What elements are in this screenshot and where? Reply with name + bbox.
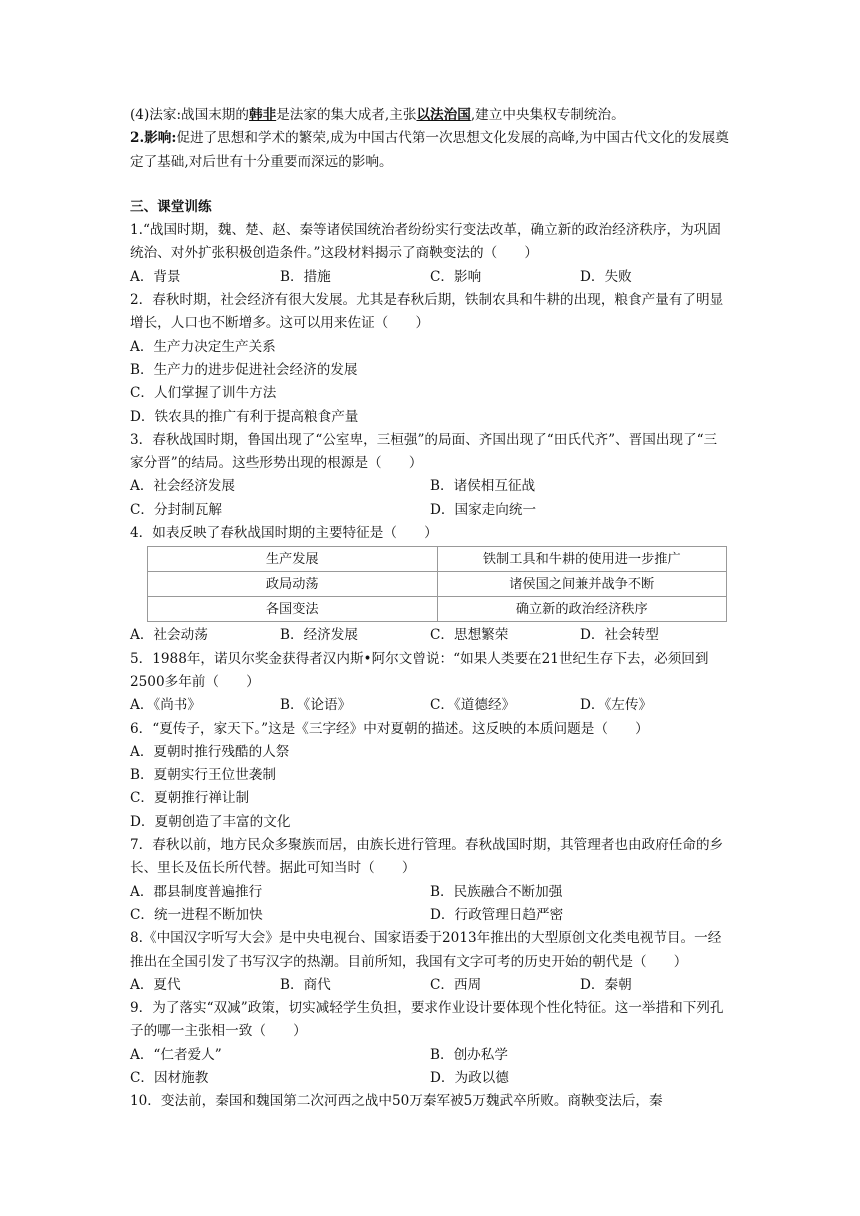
option-d: D．夏朝创造了丰富的文化 [130,813,291,830]
option-c: C．因材施教 [130,1069,209,1086]
option-c: C．人们掌握了训牛方法 [130,385,277,402]
legalist-paragraph: (4)法家:战国末期的韩非是法家的集大成者,主张以法治国,建立中央集权专制统治。 [130,107,625,123]
option-a: A．生产力决定生产关系 [130,338,276,355]
option-d: D．铁农具的推广有利于提高粮食产量 [130,408,359,425]
option-c: C．思想繁荣 [430,627,509,644]
table-cell: 生产发展 [148,547,438,572]
option-d: D．《左传》 [580,697,653,714]
question-8-stem: 8.《中国汉字听写大会》是中央电视台、国家语委于2013年推出的大型原创文化类电视节目。一经推出在全国引发了书写汉字的热潮。目前所知，我国有文字可考的历史开始的朝代是（ ） [130,930,722,970]
option-a: A．夏朝时推行残酷的人祭 [130,743,290,760]
question-4-table [147,546,727,622]
question-2-stem: 2．春秋时期，社会经济有很大发展。尤其是春秋后期，铁制农具和牛耕的出现，粮食产量有了明显增长，人口也不断增多。这可以用来佐证（ ） [130,292,724,332]
option-b: B．商代 [280,976,331,993]
table-row [148,572,727,597]
table-cell: 铁制工具和牛耕的使用进一步推广 [437,547,727,572]
option-b: B．夏朝实行王位世袭制 [130,767,276,784]
question-10-stem: 10．变法前，秦国和魏国第二次河西之战中50万秦军被5万魏武卒所败。商鞅变法后，秦 [130,1093,663,1110]
question-6-stem: 6．“夏传子，家天下。”这是《三字经》中对夏朝的描述。这反映的本质问题是（ ） [130,720,649,737]
option-c: C．夏朝推行禅让制 [130,790,250,807]
question-5-stem: 5．1988年，诺贝尔奖金获得者汉内斯•阿尔文曾说：“如果人类要在21世纪生存下去，必须回到2500多年前（ ） [130,650,709,690]
option-b: B．创办私学 [430,1046,508,1063]
table-row [148,547,727,572]
question-7-options-ab [130,881,730,904]
table-cell: 政局动荡 [148,572,438,597]
option-a: A．《尚书》 [130,697,201,714]
option-a: A．背景 [130,268,181,285]
question-7-stem: 7．春秋以前，地方民众多聚族而居，由族长进行管理。春秋战国时期，其管理者也由政府任命的乡长、里长及伍长所代替。据此可知当时（ ） [130,837,724,877]
option-c: C．影响 [430,268,482,285]
option-d: D．失败 [580,268,632,285]
option-d: D．行政管理日趋严密 [430,906,564,923]
question-4-stem: 4．如表反映了春秋战国时期的主要特征是（ ） [130,525,438,542]
option-c: C．统一进程不断加快 [130,906,263,923]
option-a: A．社会经济发展 [130,478,235,495]
question-1-options [130,266,730,289]
option-a: A．社会动荡 [130,627,208,644]
question-8-options [130,974,730,997]
option-b: B．生产力的进步促进社会经济的发展 [130,361,358,378]
question-5-options [130,694,730,717]
question-9-options-cd [130,1067,730,1090]
impact-paragraph: 2.影响:促进了思想和学术的繁荣,成为中国古代第一次思想文化发展的高峰,为中国古代文化的发展奠定了基础,对后世有十分重要而深远的影响。 [130,130,729,170]
table-row [148,597,727,622]
option-b: B．经济发展 [280,627,358,644]
document-page [130,104,730,1114]
option-d: D．社会转型 [580,627,659,644]
question-4-options [130,624,730,647]
question-1-stem: 1.“战国时期，魏、楚、赵、秦等诸侯国统治者纷纷实行变法改革，确立新的政治经济秩序，为巩固统治、对外扩张积极创造条件。”这段材料揭示了商鞅变法的（ ） [130,222,721,262]
option-c: C．《道德经》 [430,697,516,714]
section-title: 三、课堂训练 [130,198,212,215]
table-cell: 诸侯国之间兼并战争不断 [437,572,727,597]
option-a: A．郡县制度普遍推行 [130,883,263,900]
question-3-options-cd [130,499,730,522]
question-3-options-ab [130,475,730,498]
option-b: B．诸侯相互征战 [430,478,536,495]
option-b: B．措施 [280,268,331,285]
han-fei-term: 韩非 [249,107,277,123]
question-7-options-cd [130,904,730,927]
option-c: C．西周 [430,976,482,993]
option-d: D．为政以德 [430,1069,509,1086]
table-cell: 确立新的政治经济秩序 [437,597,727,622]
option-b: B．《论语》 [280,697,352,714]
option-a: A．“仁者爱人” [130,1046,222,1063]
option-d: D．国家走向统一 [430,501,537,518]
rule-by-law-term: 以法治国 [416,107,471,123]
question-9-stem: 9．为了落实“双减”政策，切实减轻学生负担，要求作业设计要体现个性化特征。这一举措和下列孔子的哪一主张相一致（ ） [130,1000,724,1040]
option-a: A．夏代 [130,976,181,993]
option-d: D．秦朝 [580,976,632,993]
table-cell: 各国变法 [148,597,438,622]
question-3-stem: 3．春秋战国时期，鲁国出现了“公室卑，三桓强”的局面、齐国出现了“田氏代齐”、晋国出现了“三家分晋”的结局。这些形势出现的根源是（ ） [130,431,718,472]
question-9-options-ab [130,1044,730,1067]
option-b: B．民族融合不断加强 [430,883,563,900]
option-c: C．分封制瓦解 [130,501,222,518]
